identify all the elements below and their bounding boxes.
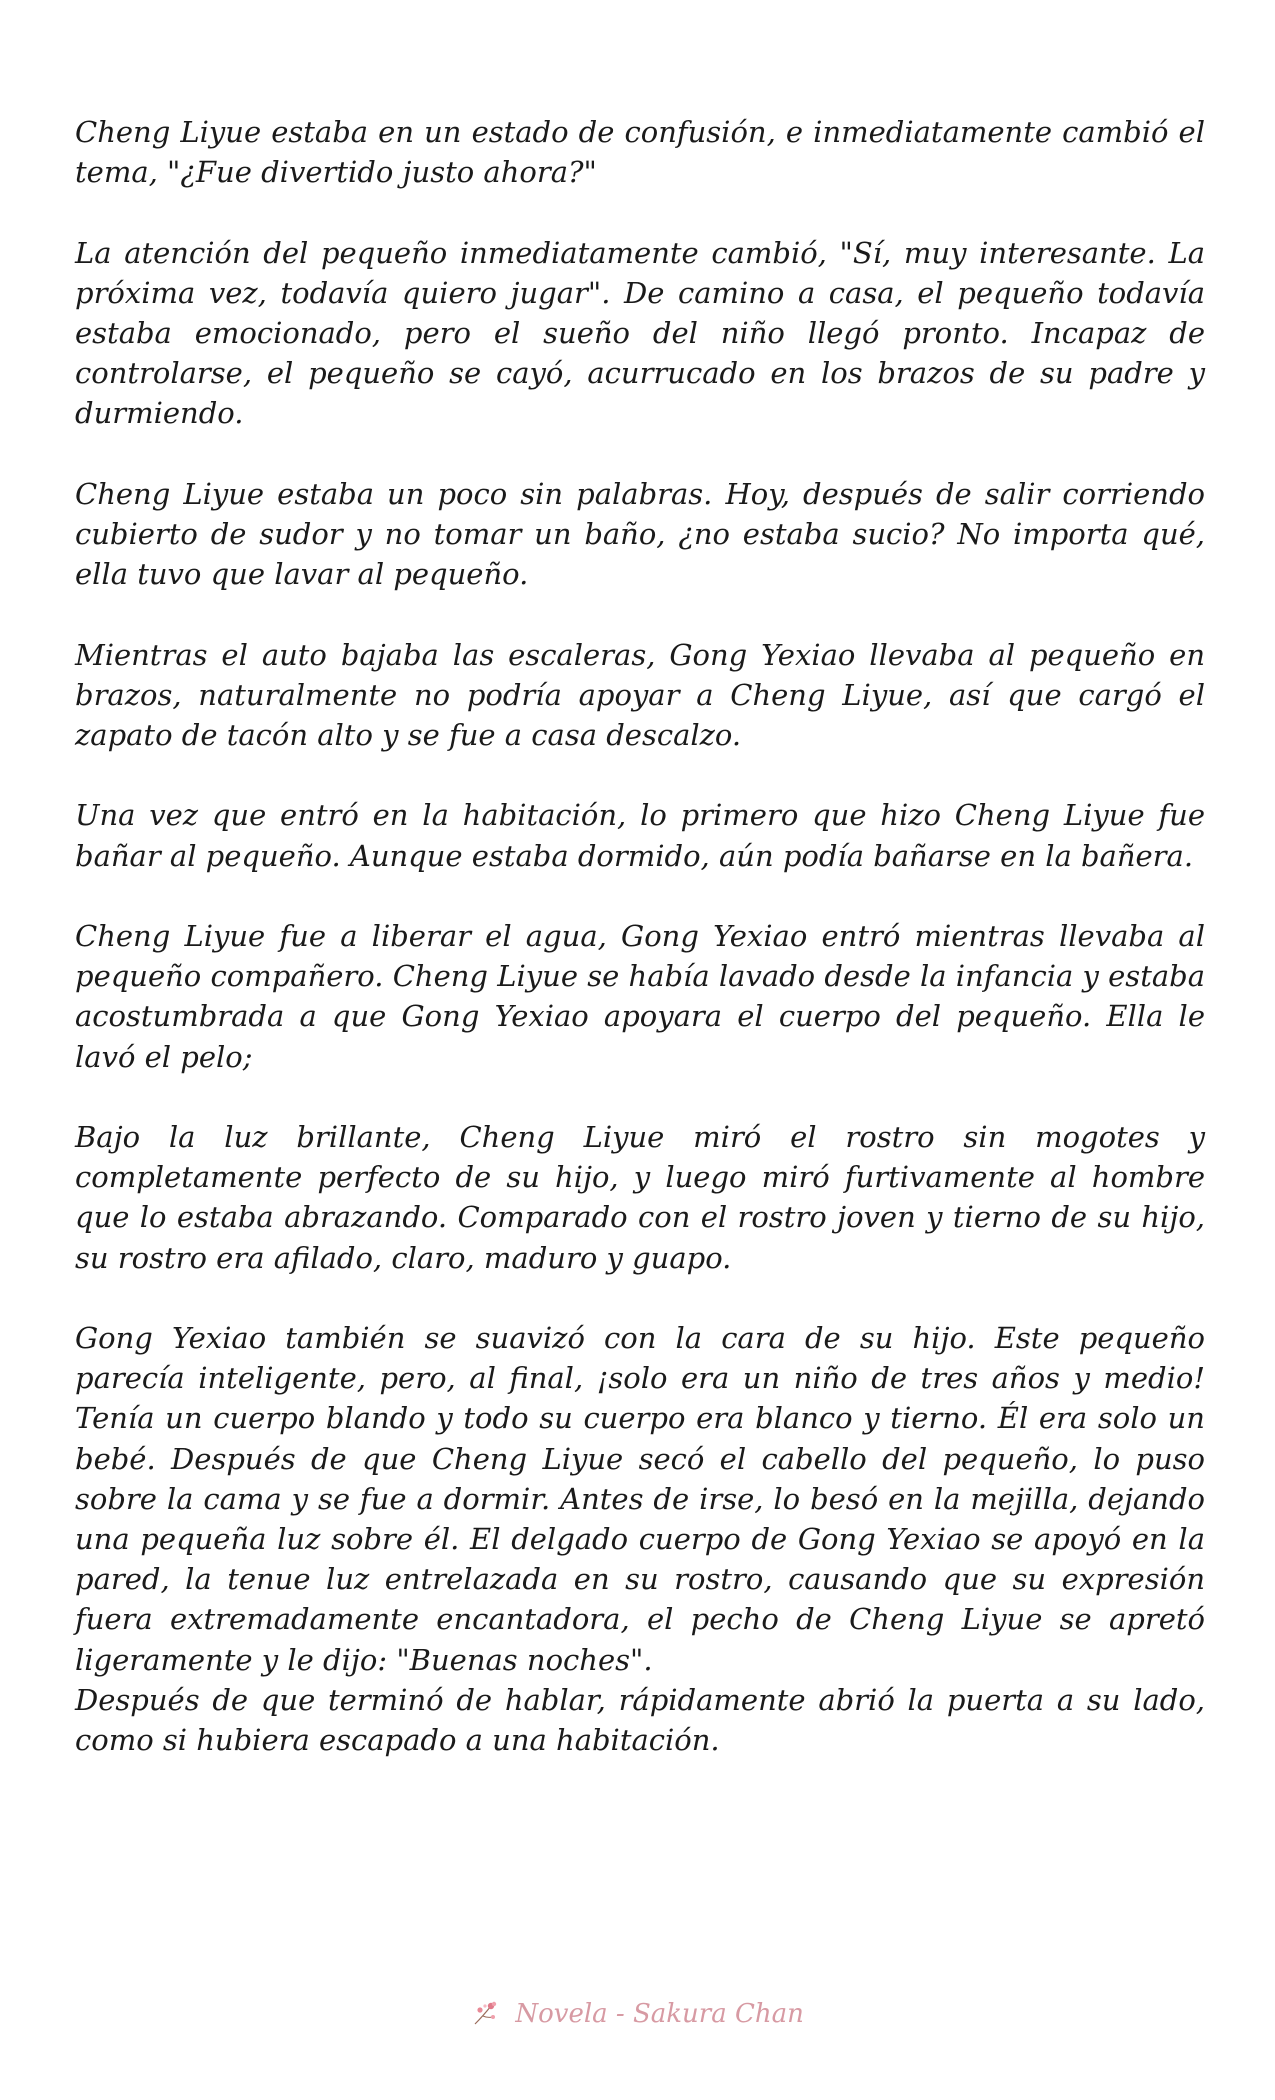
- document-body: [75, 112, 1205, 1800]
- paragraph-5: Una vez que entró en la habitación, lo primero que hizo Cheng Liyue fue bañar al pequeño. Aunque estaba dormido, aún podía bañarse en la bañera.: [75, 798, 1205, 873]
- paragraph-4: Mientras el auto bajaba las escaleras, Gong Yexiao llevaba al pequeño en brazos, naturalmente no podría apoyar a Cheng Liyue, así que cargó el zapato de tacón alto y se fue a casa descalzo.: [75, 637, 1205, 752]
- paragraph-1: Cheng Liyue estaba en un estado de confusión, e inmediatamente cambió el tema, "¿Fue divertido justo ahora?": [75, 115, 1205, 190]
- paragraph-2: La atención del pequeño inmediatamente cambió, "Sí, muy interesante. La próxima vez, todavía quiero jugar". De camino a casa, el pequeño todavía estaba emocionado, pero el sueño del niño llegó pronto. Incapaz de controlarse, el pequeño se cayó, acurrucado en los brazos de su padre y durmiendo.: [75, 235, 1205, 431]
- sakura-flower-icon: [471, 1998, 501, 2028]
- footer-text: Novela - Sakura Chan: [515, 1999, 804, 2029]
- paragraph-3: Cheng Liyue estaba un poco sin palabras. Hoy, después de salir corriendo cubierto de sudor y no tomar un baño, ¿no estaba sucio? No importa qué, ella tuvo que lavar al pequeño.: [75, 476, 1205, 592]
- paragraph-6: Cheng Liyue fue a liberar el agua, Gong Yexiao entró mientras llevaba al pequeño compañero. Cheng Liyue se había lavado desde la infancia y estaba acostumbrada a que Gong Yexiao apoyara el cuerpo del pequeño. Ella le lavó el pelo;: [75, 918, 1205, 1074]
- paragraph-7: Bajo la luz brillante, Cheng Liyue miró el rostro sin mogotes y completamente perfecto de su hijo, y luego miró furtivamente al hombre que lo estaba abrazando. Comparado con el rostro joven y tierno de su hijo, su rostro era afilado, claro, maduro y guapo.: [75, 1119, 1205, 1275]
- paragraph-9: Después de que terminó de hablar, rápidamente abrió la puerta a su lado, como si hubiera escapado a una habitación.: [75, 1682, 1205, 1758]
- footer-watermark: [0, 1998, 1275, 2029]
- paragraph-8: Gong Yexiao también se suavizó con la cara de su hijo. Este pequeño parecía inteligente, pero, al final, ¡solo era un niño de tres años y medio! Tenía un cuerpo blando y todo su cuerpo era blanco y tierno. Él era solo un bebé. Después de que Cheng Liyue secó el cabello del pequeño, lo puso sobre la cama y se fue a dormir. Antes de irse, lo besó en la mejilla, dejando una pequeña luz sobre él. El delgado cuerpo de Gong Yexiao se apoyó en la pared, la tenue luz entrelazada en su rostro, causando que su expresión fuera extremadamente encantadora, el pecho de Cheng Liyue se apretó ligeramente y le dijo: "Buenas noches".: [75, 1320, 1205, 1677]
